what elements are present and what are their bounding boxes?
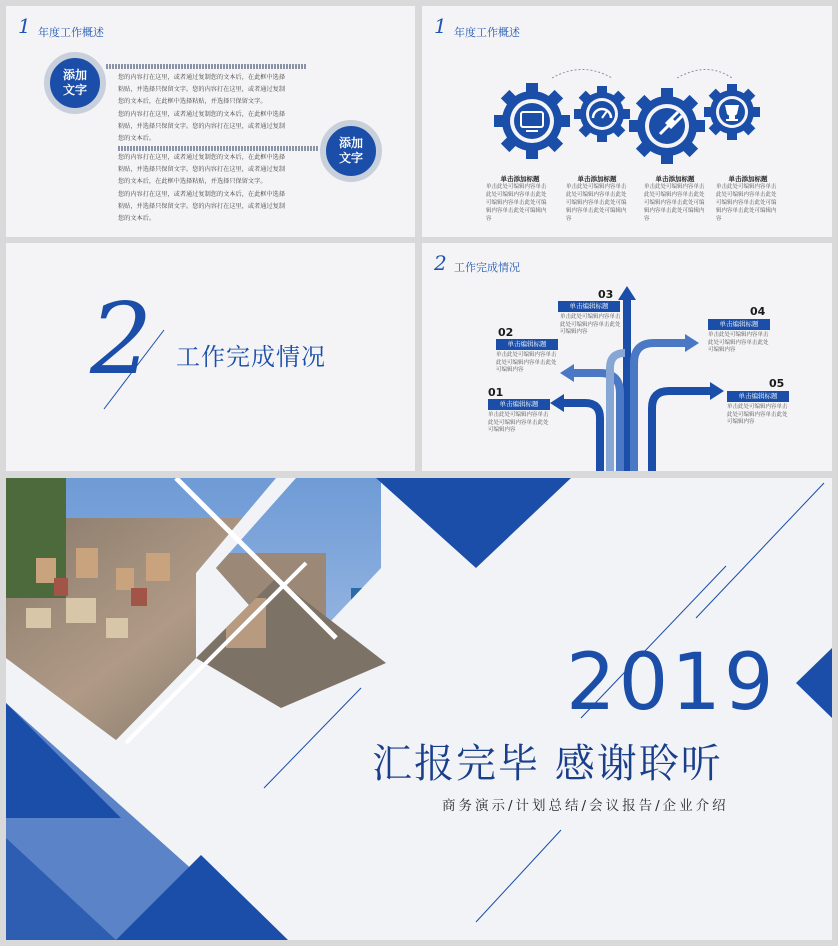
closing-title: 汇报完毕 感谢聆听 (372, 741, 723, 787)
divider-stripe (106, 64, 306, 69)
header-number: 1 (434, 14, 447, 38)
trophy-icon (720, 101, 745, 126)
closing-subtitle: 商务演示/计划总结/会议报告/企业介绍 (442, 798, 729, 814)
paragraph-2: 您的内容打在这里，或者通过复制您的文本后，在此框中选择 粘贴，并选择只保留文字。您的内容打在这里，或者通过复制 您的文本后，在此框中选择粘贴，并选择只保留文字。 您的内容打在这里，或者通过复制您的文本后，在此框中选择 粘贴，并选择只保留文字。您的内容打在这里，或者通过复制 您的文本后。 (118, 154, 286, 223)
arrows-graphic (422, 243, 832, 471)
item-number-03: 03 (598, 288, 614, 301)
slide-work-completion[interactable] (422, 243, 832, 471)
header-number: 2 (434, 251, 447, 275)
item-number-05: 05 (769, 377, 785, 390)
section-title: 工作完成情况 (176, 343, 326, 371)
slide-closing[interactable] (6, 478, 832, 940)
header-title: 年度工作概述 (38, 26, 104, 39)
slide-annual-overview-gears[interactable] (422, 6, 832, 237)
gear-title-3: 单击添加标题 (655, 175, 695, 183)
gear-title-4: 单击添加标题 (728, 175, 768, 183)
item-number-01: 01 (488, 386, 504, 399)
header-title: 工作完成情况 (454, 261, 520, 274)
item-text-03: 单击此处可编辑内容单击此处可编辑内容单击此处可编辑内容 (560, 314, 621, 335)
item-text-02: 单击此处可编辑内容单击此处可编辑内容单击此处可编辑内容 (496, 352, 557, 373)
gear-title-2: 单击添加标题 (577, 175, 617, 183)
badge-add-text-2[interactable]: 添加文字 (320, 120, 382, 182)
item-label-02[interactable]: 单击编辑标题 (496, 339, 558, 350)
item-label-01[interactable]: 单击编辑标题 (488, 399, 550, 410)
paragraph-1: 您的内容打在这里，或者通过复制您的文本后，在此框中选择 粘贴，并选择只保留文字。您的内容打在这里，或者通过复制 您的文本后，在此框中选择粘贴，并选择只保留文字。 您的内容打在这里，或者通过复制您的文本后，在此框中选择 粘贴，并选择只保留文字。您的内容打在这里，或者通过复制 您的文本后。 (118, 74, 286, 143)
item-label-03[interactable]: 单击编辑标题 (558, 301, 620, 312)
closing-year: 2019 (566, 638, 777, 728)
item-number-02: 02 (498, 326, 514, 339)
slide-section-2[interactable] (6, 243, 415, 471)
item-text-05: 单击此处可编辑内容单击此处可编辑内容单击此处可编辑内容 (727, 404, 788, 425)
header-title: 年度工作概述 (454, 26, 520, 39)
gear-text-2: 单击此处可编辑内容单击此处可编辑内容单击此处可编辑内容单击此处可编辑内容单击此处可编辑内容 (566, 184, 627, 222)
gear-text-1: 单击此处可编辑内容单击此处可编辑内容单击此处可编辑内容单击此处可编辑内容单击此处可编辑内容 (486, 184, 547, 222)
item-label-05[interactable]: 单击编辑标题 (727, 391, 789, 402)
badge-add-text-1[interactable]: 添加文字 (44, 52, 106, 114)
gear-title-1: 单击添加标题 (500, 175, 540, 183)
speedometer-icon (590, 102, 615, 127)
divider-stripe (118, 146, 318, 151)
item-text-01: 单击此处可编辑内容单击此处可编辑内容单击此处可编辑内容 (488, 412, 549, 433)
item-text-04: 单击此处可编辑内容单击此处可编辑内容单击此处可编辑内容 (708, 332, 769, 353)
item-label-04[interactable]: 单击编辑标题 (708, 319, 770, 330)
slide-annual-overview-text[interactable] (6, 6, 415, 237)
plug-icon (655, 112, 680, 137)
gear-text-4: 单击此处可编辑内容单击此处可编辑内容单击此处可编辑内容单击此处可编辑内容单击此处可编辑内容 (716, 184, 777, 222)
header-number: 1 (18, 14, 31, 38)
item-number-04: 04 (750, 305, 766, 318)
monitor-icon (520, 106, 545, 131)
gear-text-3: 单击此处可编辑内容单击此处可编辑内容单击此处可编辑内容单击此处可编辑内容单击此处可编辑内容 (644, 184, 705, 222)
section-number: 2 (90, 283, 153, 397)
